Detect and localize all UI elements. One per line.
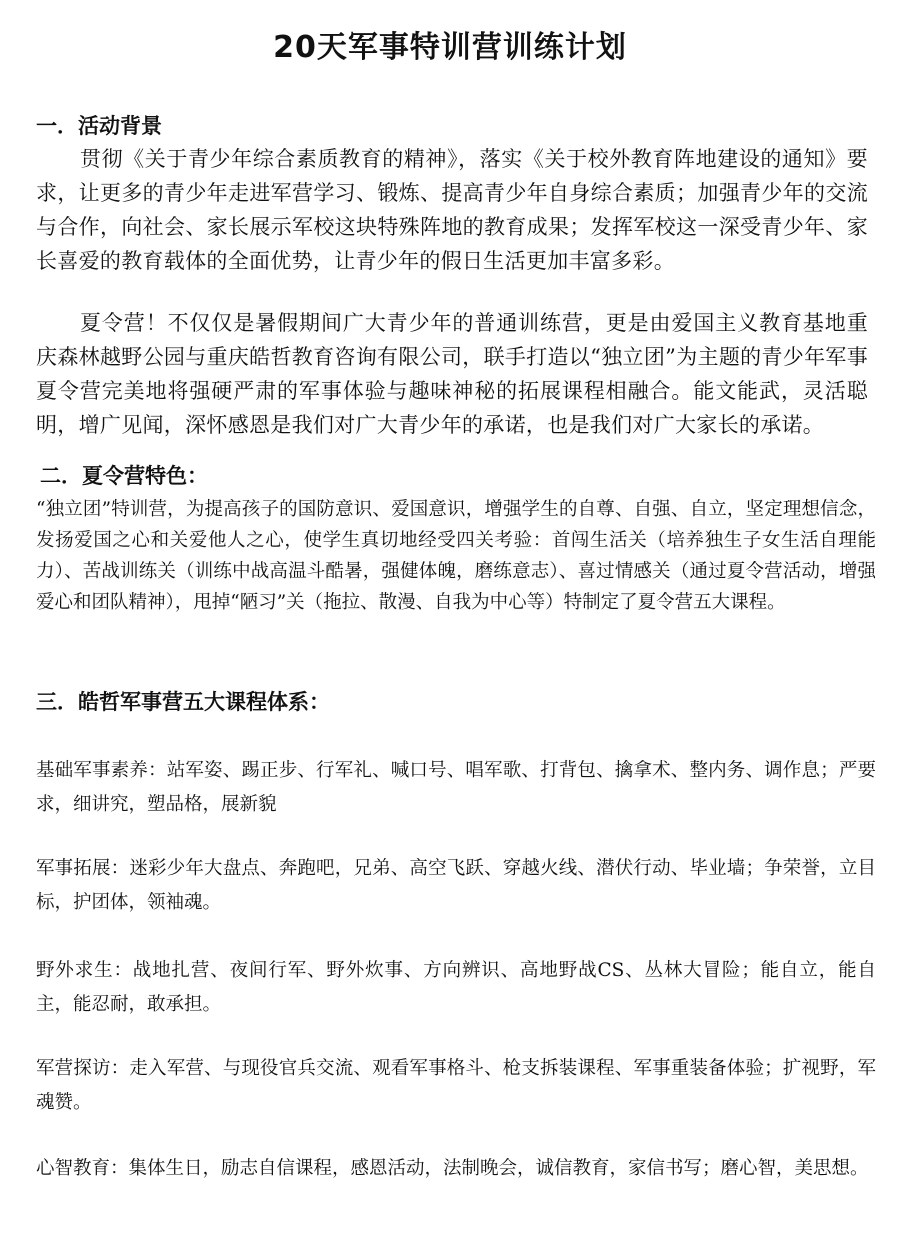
course-item-wild-survival: 野外求生：战地扎营、夜间行军、野外炊事、方向辨识、高地野战CS、丛林大冒险；能自立，能自主，能忍耐，敢承担。 <box>36 960 876 1015</box>
background-paragraph-2: 夏令营！不仅仅是暑假期间广大青少年的普通训练营，更是由爱国主义教育基地重庆森林越野公园与重庆皓哲教育咨询有限公司，联手打造以“独立团”为主题的青少年军事夏令营完美地将强硬严肃的军事体验与趣味神秘的拓展课程相融合。能文能武，灵活聪明，增广见闻，深怀感恩是我们对广大青少年的承诺，也是我们对广大家长的承诺。 <box>36 311 868 437</box>
course-item-military-expansion: 军事拓展：迷彩少年大盘点、奔跑吧，兄弟、高空飞跃、穿越火线、潜伏行动、毕业墙；争荣誉，立目标，护团体，领袖魂。 <box>36 858 876 913</box>
section-heading-background: 一．活动背景 <box>36 114 162 138</box>
section-heading-features: 二．夏令营特色： <box>40 464 208 488</box>
background-paragraph-1: 贯彻《关于青少年综合素质教育的精神》，落实《关于校外教育阵地建设的通知》要求，让更多的青少年走进军营学习、锻炼、提高青少年自身综合素质；加强青少年的交流与合作，向社会、家长展示军校这块特殊阵地的教育成果；发挥军校这一深受青少年、家长喜爱的教育载体的全面优势，让青少年的假日生活更加丰富多彩。 <box>36 147 868 273</box>
document-title: 20天军事特训营训练计划 <box>273 30 627 65</box>
course-item-mind-education: 心智教育：集体生日，励志自信课程，感恩活动，法制晚会，诚信教育，家信书写；磨心智，美思想。 <box>36 1158 869 1179</box>
course-item-barracks-visit: 军营探访：走入军营、与现役官兵交流、观看军事格斗、枪支拆装课程、军事重装备体验；扩视野，军魂赞。 <box>36 1058 876 1113</box>
section-heading-courses: 三．皓哲军事营五大课程体系： <box>36 690 330 714</box>
features-paragraph: “独立团”特训营，为提高孩子的国防意识、爱国意识，增强学生的自尊、自强、自立，坚定理想信念，发扬爱国之心和关爱他人之心，使学生真切地经受四关考验：首闯生活关（培养独生子女生活自理能力）、苦战训练关（训练中战高温斗酷暑，强健体魄，磨练意志）、喜过情感关（通过夏令营活动，增强爱心和团队精神），甩掉“陋习”关（拖拉、散漫、自我为中心等）特制定了夏令营五大课程。 <box>36 499 876 613</box>
course-item-basic-military: 基础军事素养：站军姿、踢正步、行军礼、喊口号、唱军歌、打背包、擒拿术、整内务、调作息；严要求，细讲究，塑品格，展新貌 <box>36 760 876 815</box>
